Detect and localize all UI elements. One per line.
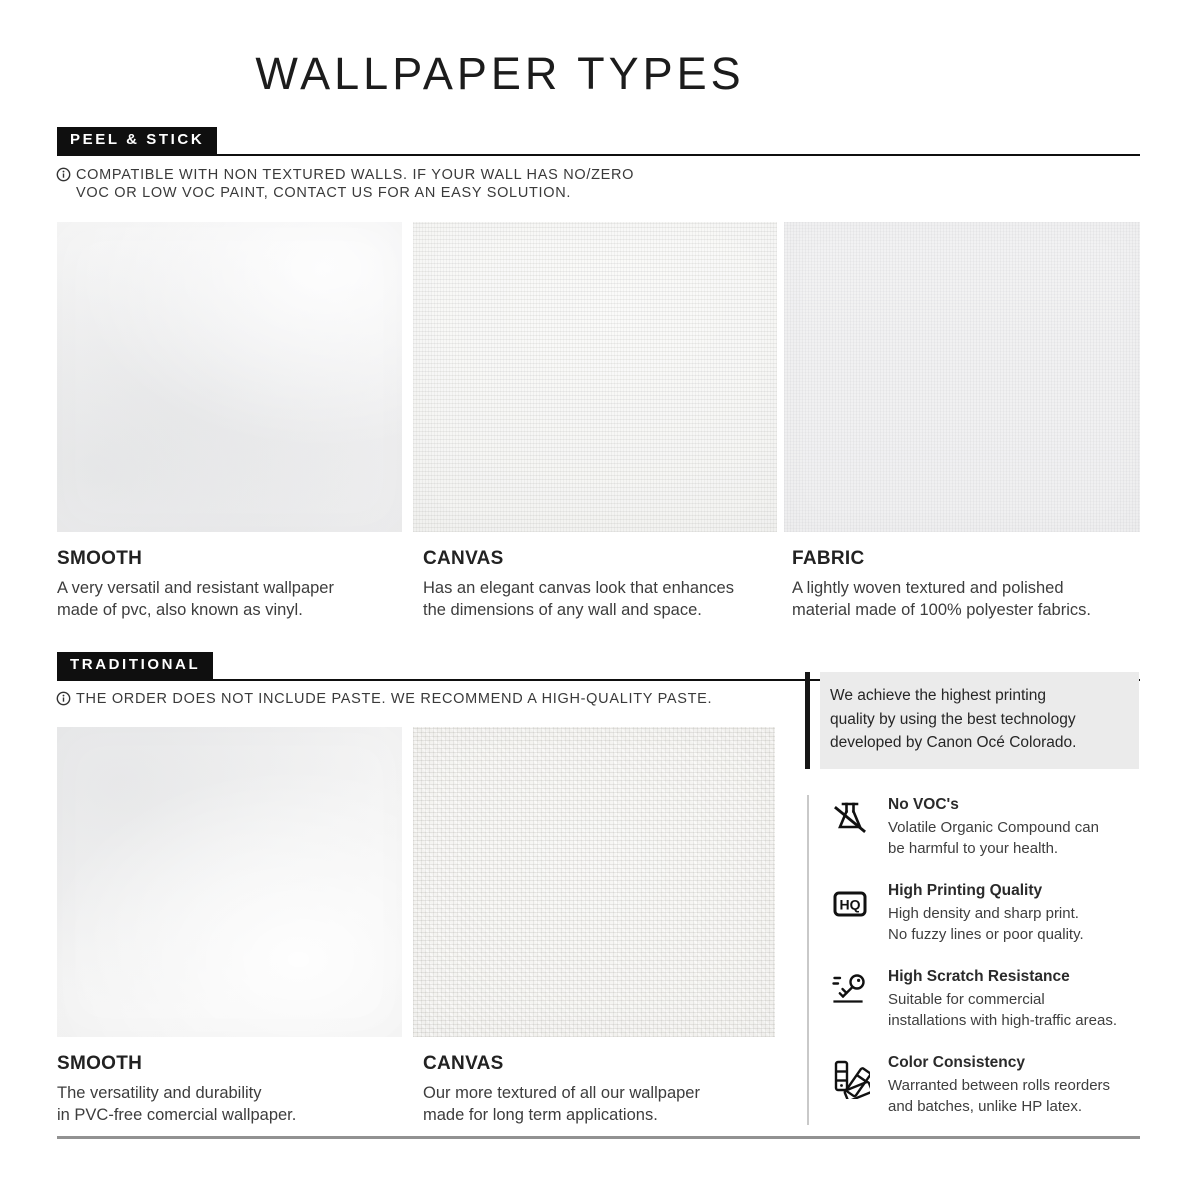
feature-no-voc xyxy=(830,796,1142,859)
bottom-divider-line xyxy=(57,1136,1140,1139)
swatch-description: Our more textured of all our wallpaper made for long term applications. xyxy=(423,1084,700,1124)
feature-high-printing-quality xyxy=(830,882,1142,945)
swatch-traditional-smooth xyxy=(57,727,402,1037)
caption-traditional-smooth xyxy=(57,1053,417,1126)
feature-description: Warranted between rolls reorders and batches, unlike HP latex. xyxy=(888,1077,1111,1115)
swatch-description: Has an elegant canvas look that enhances the dimensions of any wall and space. xyxy=(423,579,734,619)
info-icon xyxy=(56,167,71,187)
swatch-name: FABRIC xyxy=(792,548,865,569)
swatch-description: The versatility and durability in PVC-free comercial wallpaper. xyxy=(57,1084,297,1124)
feature-description: Volatile Organic Compound can be harmful to your health. xyxy=(888,819,1099,857)
swatch-description: A lightly woven textured and polished material made of 100% polyester fabrics. xyxy=(792,579,1091,619)
printing-quality-quote: We achieve the highest printing quality by using the best technology developed by Canon Océ Colorado. xyxy=(820,672,1139,769)
feature-description: Suitable for commercial installations with high-traffic areas. xyxy=(888,991,1117,1029)
swatch-name: SMOOTH xyxy=(57,1053,143,1074)
swatch-description: A very versatil and resistant wallpaper made of pvc, also known as vinyl. xyxy=(57,579,334,619)
feature-title: Color Consistency xyxy=(888,1054,1025,1071)
swatch-name: CANVAS xyxy=(423,548,504,569)
swatch-peel-stick-smooth xyxy=(57,222,402,532)
quote-accent-bar xyxy=(805,672,810,769)
no-voc-icon xyxy=(830,797,872,843)
info-icon xyxy=(56,691,71,711)
swatch-name: SMOOTH xyxy=(57,548,143,569)
swatch-name: CANVAS xyxy=(423,1053,504,1074)
svg-text:HQ: HQ xyxy=(839,896,861,913)
feature-title: High Printing Quality xyxy=(888,882,1043,899)
peel-stick-badge: PEEL & STICK xyxy=(57,127,217,154)
hq-icon xyxy=(830,883,872,929)
caption-peel-stick-smooth xyxy=(57,548,417,621)
caption-traditional-canvas xyxy=(423,1053,783,1126)
note-line: COMPATIBLE WITH NON TEXTURED WALLS. IF YOUR WALL HAS NO/ZERO xyxy=(76,167,635,183)
note-line: VOC OR LOW VOC PAINT, CONTACT US FOR AN EASY SOLUTION. xyxy=(76,185,572,201)
scratch-resistance-icon xyxy=(830,969,872,1015)
swatch-peel-stick-canvas xyxy=(413,222,777,532)
feature-color-consistency xyxy=(830,1054,1142,1117)
peel-stick-section-rule xyxy=(57,127,1140,156)
feature-title: No VOC's xyxy=(888,796,959,813)
swatch-traditional-canvas xyxy=(413,727,775,1037)
swatch-peel-stick-fabric xyxy=(784,222,1140,532)
page-title: WALLPAPER TYPES xyxy=(255,48,745,99)
traditional-note-text xyxy=(76,690,712,708)
features-divider-line xyxy=(807,795,809,1125)
feature-description: High density and sharp print. No fuzzy lines or poor quality. xyxy=(888,905,1084,943)
peel-stick-note-text xyxy=(76,166,634,202)
caption-peel-stick-fabric xyxy=(792,548,1152,621)
note-line: THE ORDER DOES NOT INCLUDE PASTE. WE RECOMMEND A HIGH-QUALITY PASTE. xyxy=(76,691,713,707)
feature-title: High Scratch Resistance xyxy=(888,968,1070,985)
caption-peel-stick-canvas xyxy=(423,548,783,621)
peel-stick-note xyxy=(56,166,634,202)
traditional-badge: TRADITIONAL xyxy=(57,652,213,679)
traditional-note xyxy=(56,690,712,711)
feature-high-scratch-resistance xyxy=(830,968,1142,1031)
color-consistency-icon xyxy=(830,1055,872,1101)
